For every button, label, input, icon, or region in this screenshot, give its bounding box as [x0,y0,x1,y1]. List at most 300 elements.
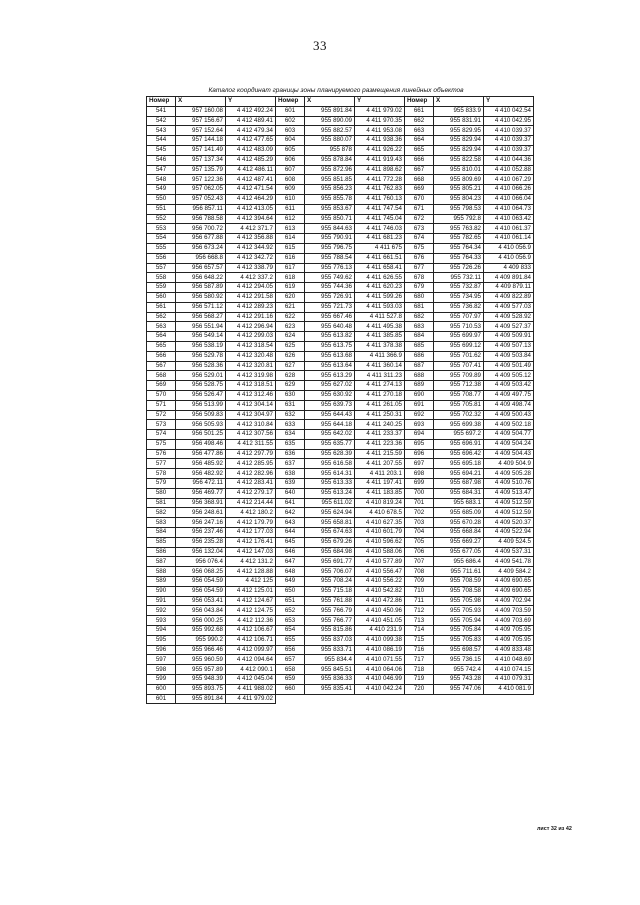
point-number: 653 [276,616,305,626]
x-coordinate: 955 743.28 [434,675,484,685]
empty-cell [484,694,534,704]
y-coordinate: 4 409 537.31 [484,547,534,557]
x-coordinate: 955 679.26 [305,537,355,547]
table-row [147,116,534,126]
sheet-note: лист 32 из 42 [537,826,572,832]
point-number: 639 [276,479,305,489]
x-coordinate: 955 705.84 [434,626,484,636]
y-coordinate: 4 411 311.23 [355,371,405,381]
point-number: 706 [405,547,434,557]
table-row [147,185,534,195]
empty-cell [305,694,355,704]
x-coordinate: 956 053.41 [176,596,226,606]
point-number: 644 [276,528,305,538]
x-coordinate: 956 549.14 [176,332,226,342]
x-coordinate: 955 705.93 [434,606,484,616]
y-coordinate: 4 412 356.88 [226,234,276,244]
table-row [147,136,534,146]
y-coordinate: 4 409 504.9 [484,459,534,469]
y-coordinate: 4 409 891.84 [484,273,534,283]
x-coordinate: 955 796.75 [305,243,355,253]
table-row [147,126,534,136]
x-coordinate: 955 766.77 [305,616,355,626]
table-row [147,586,534,596]
y-coordinate: 4 411 898.62 [355,165,405,175]
empty-cell [405,694,434,704]
y-coordinate: 4 410 542.82 [355,586,405,596]
x-coordinate: 955 686.4 [434,557,484,567]
x-coordinate: 955 628.39 [305,449,355,459]
point-number: 645 [276,537,305,547]
point-number: 553 [147,224,176,234]
table-row [147,665,534,675]
table-row [147,518,534,528]
point-number: 632 [276,410,305,420]
header-num: Номер [276,97,305,107]
x-coordinate: 955 792.8 [434,214,484,224]
x-coordinate: 955 614.31 [305,469,355,479]
y-coordinate: 4 410 556.47 [355,567,405,577]
y-coordinate: 4 410 450.96 [355,606,405,616]
y-coordinate: 4 412 124.75 [226,606,276,616]
point-number: 611 [276,204,305,214]
y-coordinate: 4 412 320.48 [226,351,276,361]
x-coordinate: 955 685.09 [434,508,484,518]
y-coordinate: 4 410 048.69 [484,655,534,665]
y-coordinate: 4 409 822.89 [484,292,534,302]
x-coordinate: 955 674.63 [305,528,355,538]
point-number: 595 [147,635,176,645]
x-coordinate: 955 834.4 [305,655,355,665]
x-coordinate: 956 054.59 [176,577,226,587]
x-coordinate: 955 642.02 [305,430,355,440]
x-coordinate: 956 528.75 [176,381,226,391]
point-number: 717 [405,655,434,665]
x-coordinate: 955 616.58 [305,459,355,469]
point-number: 649 [276,577,305,587]
x-coordinate: 955 707.97 [434,312,484,322]
table-row [147,224,534,234]
y-coordinate: 4 412 179.79 [226,518,276,528]
table-row [147,351,534,361]
x-coordinate: 955 627.02 [305,381,355,391]
y-coordinate: 4 412 338.79 [226,263,276,273]
y-coordinate: 4 410 042.24 [355,684,405,694]
x-coordinate: 955 749.62 [305,273,355,283]
x-coordinate: 955 613.24 [305,488,355,498]
y-coordinate: 4 409 512.59 [484,498,534,508]
x-coordinate: 956 657.57 [176,263,226,273]
x-coordinate: 955 829.95 [434,126,484,136]
x-coordinate: 957 122.36 [176,175,226,185]
point-number: 656 [276,645,305,655]
x-coordinate: 955 696.42 [434,449,484,459]
y-coordinate: 4 412 464.29 [226,194,276,204]
x-coordinate: 955 948.39 [176,675,226,685]
y-coordinate: 4 412 344.92 [226,243,276,253]
point-number: 592 [147,606,176,616]
point-number: 655 [276,635,305,645]
point-number: 661 [405,106,434,116]
y-coordinate: 4 412 289.23 [226,302,276,312]
point-number: 570 [147,390,176,400]
point-number: 589 [147,577,176,587]
table-row [147,371,534,381]
x-coordinate: 955 833.71 [305,645,355,655]
point-number: 604 [276,136,305,146]
x-coordinate: 955 855.78 [305,194,355,204]
point-number: 548 [147,175,176,185]
point-number: 624 [276,332,305,342]
x-coordinate: 955 710.53 [434,322,484,332]
x-coordinate: 955 835.41 [305,684,355,694]
y-coordinate: 4 411 599.26 [355,292,405,302]
point-number: 600 [147,684,176,694]
x-coordinate: 955 705.83 [434,635,484,645]
y-coordinate: 4 410 039.37 [484,126,534,136]
y-coordinate: 4 412 296.94 [226,322,276,332]
y-coordinate: 4 410 577.89 [355,557,405,567]
y-coordinate: 4 411 762.83 [355,185,405,195]
table-row [147,488,534,498]
y-coordinate: 4 409 497.75 [484,390,534,400]
point-number: 633 [276,420,305,430]
y-coordinate: 4 409 509.91 [484,332,534,342]
point-number: 609 [276,185,305,195]
x-coordinate: 955 711.61 [434,567,484,577]
y-coordinate: 4 410 627.35 [355,518,405,528]
x-coordinate: 955 850.71 [305,214,355,224]
point-number: 675 [405,243,434,253]
table-row [147,341,534,351]
point-number: 682 [405,312,434,322]
x-coordinate: 955 644.18 [305,420,355,430]
table-row [147,430,534,440]
point-number: 641 [276,498,305,508]
point-number: 571 [147,400,176,410]
y-coordinate: 4 412 128.88 [226,567,276,577]
table-row [147,626,534,636]
point-number: 699 [405,479,434,489]
y-coordinate: 4 409 505.12 [484,371,534,381]
point-number: 627 [276,361,305,371]
x-coordinate: 956 235.28 [176,537,226,547]
y-coordinate: 4 412 176.41 [226,537,276,547]
table-row [147,145,534,155]
x-coordinate: 955 798.53 [434,204,484,214]
y-coordinate: 4 409 833 [484,263,534,273]
point-number: 696 [405,449,434,459]
y-coordinate: 4 412 489.41 [226,116,276,126]
table-row [147,635,534,645]
y-coordinate: 4 412 487.41 [226,175,276,185]
y-coordinate: 4 412 413.05 [226,204,276,214]
empty-cell [276,694,305,704]
point-number: 549 [147,185,176,195]
x-coordinate: 955 788.54 [305,253,355,263]
x-coordinate: 957 152.64 [176,126,226,136]
y-coordinate: 4 410 064.06 [355,665,405,675]
table-row [147,596,534,606]
point-number: 575 [147,439,176,449]
x-coordinate: 956 528.36 [176,361,226,371]
header-num: Номер [405,97,434,107]
x-coordinate: 955 776.13 [305,263,355,273]
y-coordinate: 4 410 066.04 [484,194,534,204]
x-coordinate: 955 747.06 [434,684,484,694]
y-coordinate: 4 410 066.26 [484,185,534,195]
table-row [147,106,534,116]
point-number: 669 [405,185,434,195]
point-number: 591 [147,596,176,606]
point-number: 587 [147,557,176,567]
x-coordinate: 955 624.94 [305,508,355,518]
y-coordinate: 4 409 504.43 [484,449,534,459]
x-coordinate: 956 529.78 [176,351,226,361]
table-row [147,655,534,665]
point-number: 658 [276,665,305,675]
point-number: 636 [276,449,305,459]
point-number: 720 [405,684,434,694]
x-coordinate: 955 829.94 [434,136,484,146]
x-coordinate: 955 805.21 [434,185,484,195]
point-number: 554 [147,234,176,244]
y-coordinate: 4 409 513.47 [484,488,534,498]
x-coordinate: 955 833.9 [434,106,484,116]
y-coordinate: 4 411 366.9 [355,351,405,361]
point-number: 623 [276,322,305,332]
x-coordinate: 955 726.26 [434,263,484,273]
y-coordinate: 4 410 039.37 [484,145,534,155]
x-coordinate: 955 668.84 [434,528,484,538]
x-coordinate: 955 699.38 [434,420,484,430]
x-coordinate: 955 706.07 [305,567,355,577]
point-number: 690 [405,390,434,400]
y-coordinate: 4 412 106.67 [226,626,276,636]
y-coordinate: 4 412 304.14 [226,400,276,410]
y-coordinate: 4 411 772.28 [355,175,405,185]
x-coordinate: 955 702.32 [434,410,484,420]
point-number: 569 [147,381,176,391]
x-coordinate: 956 076.4 [176,557,226,567]
point-number: 712 [405,606,434,616]
point-number: 588 [147,567,176,577]
x-coordinate: 955 708.77 [434,390,484,400]
table-row [147,420,534,430]
point-number: 541 [147,106,176,116]
table-caption: Каталог координат границы зоны планируемого размещения линейных объектов [208,87,464,94]
x-coordinate: 955 810.01 [434,165,484,175]
x-coordinate: 955 732.11 [434,273,484,283]
x-coordinate: 955 613.64 [305,361,355,371]
point-number: 663 [405,126,434,136]
x-coordinate: 955 815.86 [305,626,355,636]
y-coordinate: 4 411 926.22 [355,145,405,155]
x-coordinate: 955 734.95 [434,292,484,302]
y-coordinate: 4 411 938.36 [355,136,405,146]
header-num: Номер [147,97,176,107]
y-coordinate: 4 410 451.05 [355,616,405,626]
y-coordinate: 4 412 297.79 [226,449,276,459]
y-coordinate: 4 412 318.51 [226,381,276,391]
y-coordinate: 4 412 307.56 [226,430,276,440]
table-row [147,645,534,655]
point-number: 714 [405,626,434,636]
table-row [147,204,534,214]
y-coordinate: 4 411 979.02 [355,106,405,116]
point-number: 695 [405,439,434,449]
x-coordinate: 956 505.93 [176,420,226,430]
y-coordinate: 4 410 074.15 [484,665,534,675]
y-coordinate: 4 412 477.65 [226,136,276,146]
x-coordinate: 955 701.62 [434,351,484,361]
y-coordinate: 4 412 283.41 [226,479,276,489]
x-coordinate: 957 137.34 [176,155,226,165]
x-coordinate: 955 804.23 [434,194,484,204]
point-number: 568 [147,371,176,381]
point-number: 716 [405,645,434,655]
point-number: 612 [276,214,305,224]
x-coordinate: 955 613.68 [305,351,355,361]
y-coordinate: 4 412 299.03 [226,332,276,342]
point-number: 559 [147,283,176,293]
y-coordinate: 4 409 528.92 [484,312,534,322]
x-coordinate: 955 736.15 [434,655,484,665]
table-row [147,253,534,263]
point-number: 679 [405,283,434,293]
table-row [147,243,534,253]
y-coordinate: 4 412 147.03 [226,547,276,557]
point-number: 606 [276,155,305,165]
x-coordinate: 955 882.57 [305,126,355,136]
x-coordinate: 955 844.63 [305,224,355,234]
x-coordinate: 955 878 [305,145,355,155]
point-number: 703 [405,518,434,528]
x-coordinate: 955 684.31 [434,488,484,498]
table-header-row [147,97,534,107]
point-number: 671 [405,204,434,214]
y-coordinate: 4 409 577.03 [484,302,534,312]
y-coordinate: 4 411 274.13 [355,381,405,391]
point-number: 579 [147,479,176,489]
y-coordinate: 4 411 747.54 [355,204,405,214]
point-number: 566 [147,351,176,361]
point-number: 598 [147,665,176,675]
x-coordinate: 955 658.81 [305,518,355,528]
y-coordinate: 4 409 703.59 [484,606,534,616]
point-number: 583 [147,518,176,528]
point-number: 599 [147,675,176,685]
x-coordinate: 956 247.16 [176,518,226,528]
point-number: 608 [276,175,305,185]
point-number: 673 [405,224,434,234]
y-coordinate: 4 410 588.06 [355,547,405,557]
point-number: 621 [276,302,305,312]
y-coordinate: 4 411 593.03 [355,302,405,312]
x-coordinate: 957 156.67 [176,116,226,126]
point-number: 648 [276,567,305,577]
point-number: 700 [405,488,434,498]
table-row [147,449,534,459]
table-row [147,312,534,322]
x-coordinate: 955 763.82 [434,224,484,234]
y-coordinate: 4 411 746.03 [355,224,405,234]
x-coordinate: 956 509.83 [176,410,226,420]
x-coordinate: 955 715.18 [305,586,355,596]
table-row [147,214,534,224]
x-coordinate: 955 699.12 [434,341,484,351]
x-coordinate: 956 000.25 [176,616,226,626]
x-coordinate: 955 790.91 [305,234,355,244]
x-coordinate: 955 669.27 [434,537,484,547]
x-coordinate: 956 132.04 [176,547,226,557]
x-coordinate: 955 709.89 [434,371,484,381]
y-coordinate: 4 410 099.38 [355,635,405,645]
y-coordinate: 4 412 124.67 [226,596,276,606]
y-coordinate: 4 411 270.18 [355,390,405,400]
point-number: 678 [405,273,434,283]
point-number: 668 [405,175,434,185]
x-coordinate: 955 829.94 [434,145,484,155]
x-coordinate: 955 684.98 [305,547,355,557]
point-number: 564 [147,332,176,342]
point-number: 677 [405,263,434,273]
x-coordinate: 955 726.91 [305,292,355,302]
table-row [147,400,534,410]
y-coordinate: 4 410 556.22 [355,577,405,587]
y-coordinate: 4 411 919.43 [355,155,405,165]
x-coordinate: 955 809.69 [434,175,484,185]
table-row [147,390,534,400]
point-number: 631 [276,400,305,410]
point-number: 718 [405,665,434,675]
point-number: 694 [405,430,434,440]
x-coordinate: 955 697.2 [434,430,484,440]
point-number: 558 [147,273,176,283]
table-row [147,577,534,587]
y-coordinate: 4 411 745.04 [355,214,405,224]
y-coordinate: 4 410 063.42 [484,214,534,224]
point-number: 601 [147,694,176,704]
y-coordinate: 4 411 626.55 [355,273,405,283]
table-row [147,302,534,312]
y-coordinate: 4 412 394.64 [226,214,276,224]
table-row [147,606,534,616]
x-coordinate: 957 052.43 [176,194,226,204]
x-coordinate: 955 698.57 [434,645,484,655]
y-coordinate: 4 409 502.18 [484,420,534,430]
y-coordinate: 4 412 294.05 [226,283,276,293]
point-number: 562 [147,312,176,322]
y-coordinate: 4 410 596.62 [355,537,405,547]
y-coordinate: 4 411 760.13 [355,194,405,204]
y-coordinate: 4 409 541.78 [484,557,534,567]
y-coordinate: 4 412 318.54 [226,341,276,351]
x-coordinate: 956 673.24 [176,243,226,253]
x-coordinate: 956 677.88 [176,234,226,244]
point-number: 594 [147,626,176,636]
point-number: 630 [276,390,305,400]
point-number: 681 [405,302,434,312]
y-coordinate: 4 412 342.72 [226,253,276,263]
point-number: 544 [147,136,176,146]
x-coordinate: 956 237.46 [176,528,226,538]
x-coordinate: 955 640.48 [305,322,355,332]
y-coordinate: 4 410 071.55 [355,655,405,665]
point-number: 705 [405,537,434,547]
y-coordinate: 4 411 675 [355,243,405,253]
point-number: 646 [276,547,305,557]
